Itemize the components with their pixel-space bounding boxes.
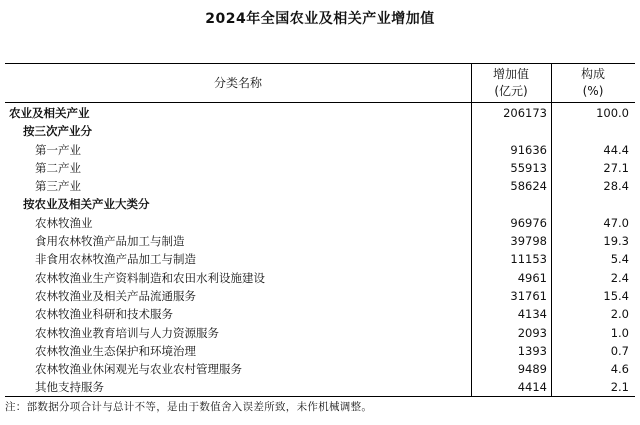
row-percent: 5.4 (610, 252, 629, 267)
row-percent: 15.4 (603, 288, 629, 303)
row-value: 4414 (517, 380, 547, 395)
row-percent: 0.7 (610, 343, 629, 358)
table-row (5, 159, 635, 177)
table-row (5, 122, 635, 140)
row-percent: 27.1 (603, 160, 629, 175)
row-name: 农林牧渔业教育培训与人力资源服务 (35, 325, 219, 340)
row-value: 4134 (517, 307, 547, 322)
column-header-value-unit: (亿元) (494, 84, 528, 98)
row-name: 其他支持服务 (35, 380, 104, 395)
column-header-value-label: 增加值 (492, 67, 529, 81)
row-percent: 19.3 (603, 234, 629, 249)
row-percent: 100.0 (596, 106, 629, 120)
row-value: 4961 (517, 270, 547, 285)
row-value: 206173 (503, 106, 547, 120)
row-value: 55913 (510, 160, 547, 175)
table-row (5, 324, 635, 342)
table-body (5, 104, 635, 397)
column-header-pct-unit: (%) (582, 84, 604, 98)
table-row (5, 214, 635, 232)
row-percent: 4.6 (610, 362, 629, 377)
row-name: 农林牧渔业及相关产品流通服务 (35, 288, 196, 303)
row-name: 非食用农林牧渔产品加工与制造 (35, 252, 196, 267)
column-header-pct-label: 构成 (580, 67, 605, 81)
column-header-value (471, 66, 551, 100)
footnote: 注：部数据分项合计与总计不等，是由于数值舍入误差所致，未作机械调整。 (5, 401, 373, 413)
row-name: 按三次产业分 (23, 124, 92, 139)
row-percent: 1.0 (610, 325, 629, 340)
table-row (5, 232, 635, 250)
column-header-name: 分类名称 (213, 76, 262, 90)
table-top-rule (5, 63, 635, 64)
row-percent: 44.4 (603, 142, 629, 157)
row-name: 食用农林牧渔产品加工与制造 (35, 234, 185, 249)
row-value: 58624 (510, 179, 547, 194)
table-row (5, 250, 635, 268)
row-name: 农林牧渔业 (35, 215, 93, 230)
table-row (5, 269, 635, 287)
table-row (5, 360, 635, 378)
row-name: 农林牧渔业休闲观光与农业农村管理服务 (35, 362, 242, 377)
row-value: 96976 (510, 215, 547, 230)
row-name: 第一产业 (35, 142, 81, 157)
row-value: 39798 (510, 234, 547, 249)
row-name: 农林牧渔业生产资料制造和农田水利设施建设 (35, 270, 265, 285)
row-value: 91636 (510, 142, 547, 157)
table-row (5, 287, 635, 305)
row-percent: 2.4 (610, 270, 629, 285)
row-name: 农林牧渔业生态保护和环境治理 (35, 343, 196, 358)
row-name: 农业及相关产业 (9, 106, 90, 120)
table-row (5, 141, 635, 159)
row-name: 按农业及相关产业大类分 (23, 197, 150, 212)
row-percent: 28.4 (603, 179, 629, 194)
row-percent: 2.1 (610, 380, 629, 395)
row-name: 第二产业 (35, 160, 81, 175)
header-separator (5, 102, 635, 103)
table-row (5, 177, 635, 195)
row-value: 11153 (510, 252, 547, 267)
row-value: 2093 (517, 325, 547, 340)
page-title: 2024年全国农业及相关产业增加值 (205, 11, 435, 27)
row-name: 农林牧渔业科研和技术服务 (35, 307, 173, 322)
table-row (5, 342, 635, 360)
row-percent: 47.0 (603, 215, 629, 230)
table-row (5, 104, 635, 122)
row-value: 31761 (510, 288, 547, 303)
column-header-pct (551, 66, 635, 100)
table-row (5, 195, 635, 213)
row-percent: 2.0 (610, 307, 629, 322)
row-name: 第三产业 (35, 179, 81, 194)
table-row (5, 305, 635, 323)
table-row (5, 378, 635, 396)
row-value: 1393 (517, 343, 547, 358)
row-value: 9489 (517, 362, 547, 377)
